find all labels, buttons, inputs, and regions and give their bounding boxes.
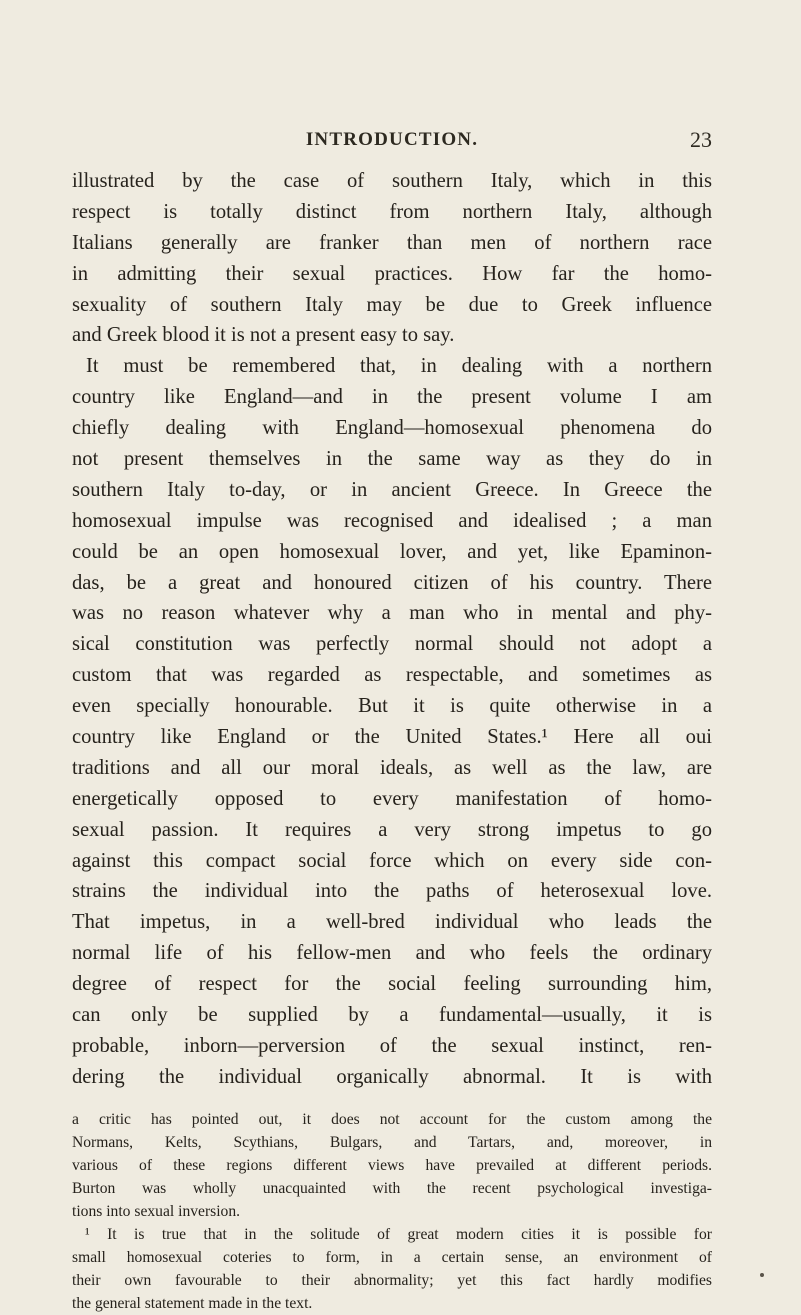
body-line: and Greek blood it is not a present easy to say. [72, 324, 455, 347]
body-line: sical constitution was perfectly normal should not adopt a [72, 633, 712, 656]
footnote-line: the general statement made in the text. [72, 1295, 313, 1312]
footnote-line: Normans, Kelts, Scythians, Bulgars, and Tartars, and, moreover, in [72, 1134, 712, 1151]
body-line: It must be remembered that, in dealing with a northern [86, 355, 712, 378]
body-line: sexual passion. It requires a very strong impetus to go [72, 818, 712, 841]
body-line: illustrated by the case of southern Italy, which in this [72, 170, 712, 192]
body-text [72, 166, 712, 1093]
body-line: traditions and all our moral ideals, as well as the law, are [72, 756, 712, 779]
body-line: das, be a great and honoured citizen of his country. There [72, 571, 712, 594]
body-line: against this compact social force which on every side con- [72, 849, 712, 872]
running-head [72, 129, 712, 159]
body-line: That impetus, in a well-bred individual who leads the [72, 911, 712, 934]
body-line: sexuality of southern Italy may be due to Greek influence [72, 293, 712, 316]
body-line: Italians generally are franker than men of northern race [72, 231, 712, 254]
body-line: chiefly dealing with England—homosexual phenomena do [72, 417, 712, 440]
body-line: can only be supplied by a fundamental—usually, it is [72, 1004, 712, 1027]
footnote-line: a critic has pointed out, it does not account for the custom among the [72, 1111, 712, 1128]
body-line: normal life of his fellow-men and who feels the ordinary [72, 942, 712, 965]
footnote-line: Burton was wholly unacquainted with the recent psychological investiga- [72, 1180, 712, 1197]
footnotes [72, 1108, 712, 1315]
page-number: 23 [690, 127, 712, 152]
running-title: INTRODUCTION. [305, 129, 479, 150]
footnote-line: ¹ It is true that in the solitude of great modern cities it is possible for [85, 1226, 712, 1243]
ink-speck [760, 1273, 764, 1277]
body-line: in admitting their sexual practices. How far the homo- [72, 262, 712, 285]
body-line: even specially honourable. But it is quite otherwise in a [72, 695, 712, 718]
body-line: was no reason whatever why a man who in mental and phy- [72, 602, 712, 625]
body-line: southern Italy to-day, or in ancient Greece. In Greece the [72, 478, 712, 501]
body-line: energetically opposed to every manifestation of homo- [72, 787, 712, 810]
body-line: respect is totally distinct from northern Italy, although [72, 200, 712, 223]
body-line: custom that was regarded as respectable, and sometimes as [72, 664, 712, 687]
body-line: strains the individual into the paths of heterosexual love. [72, 880, 712, 903]
body-line: could be an open homosexual lover, and yet, like Epaminon- [72, 540, 712, 563]
footnote-line: various of these regions different views have prevailed at different periods. [72, 1157, 712, 1174]
body-line: dering the individual organically abnormal. It is with [72, 1065, 712, 1088]
body-line: not present themselves in the same way as they do in [72, 448, 712, 471]
footnote-line: tions into sexual inversion. [72, 1203, 241, 1220]
footnote-line: their own favourable to their abnormality; yet this fact hardly modifies [72, 1272, 712, 1289]
body-line: degree of respect for the social feeling surrounding him, [72, 973, 712, 996]
footnote-line: small homosexual coteries to form, in a certain sense, an environment of [72, 1249, 712, 1266]
body-line: homosexual impulse was recognised and idealised ; a man [72, 509, 712, 532]
body-line: country like England—and in the present volume I am [72, 386, 712, 409]
body-line: probable, inborn—perversion of the sexual instinct, ren- [72, 1034, 712, 1057]
body-line: country like England or the United States.¹ Here all oui [72, 726, 712, 749]
